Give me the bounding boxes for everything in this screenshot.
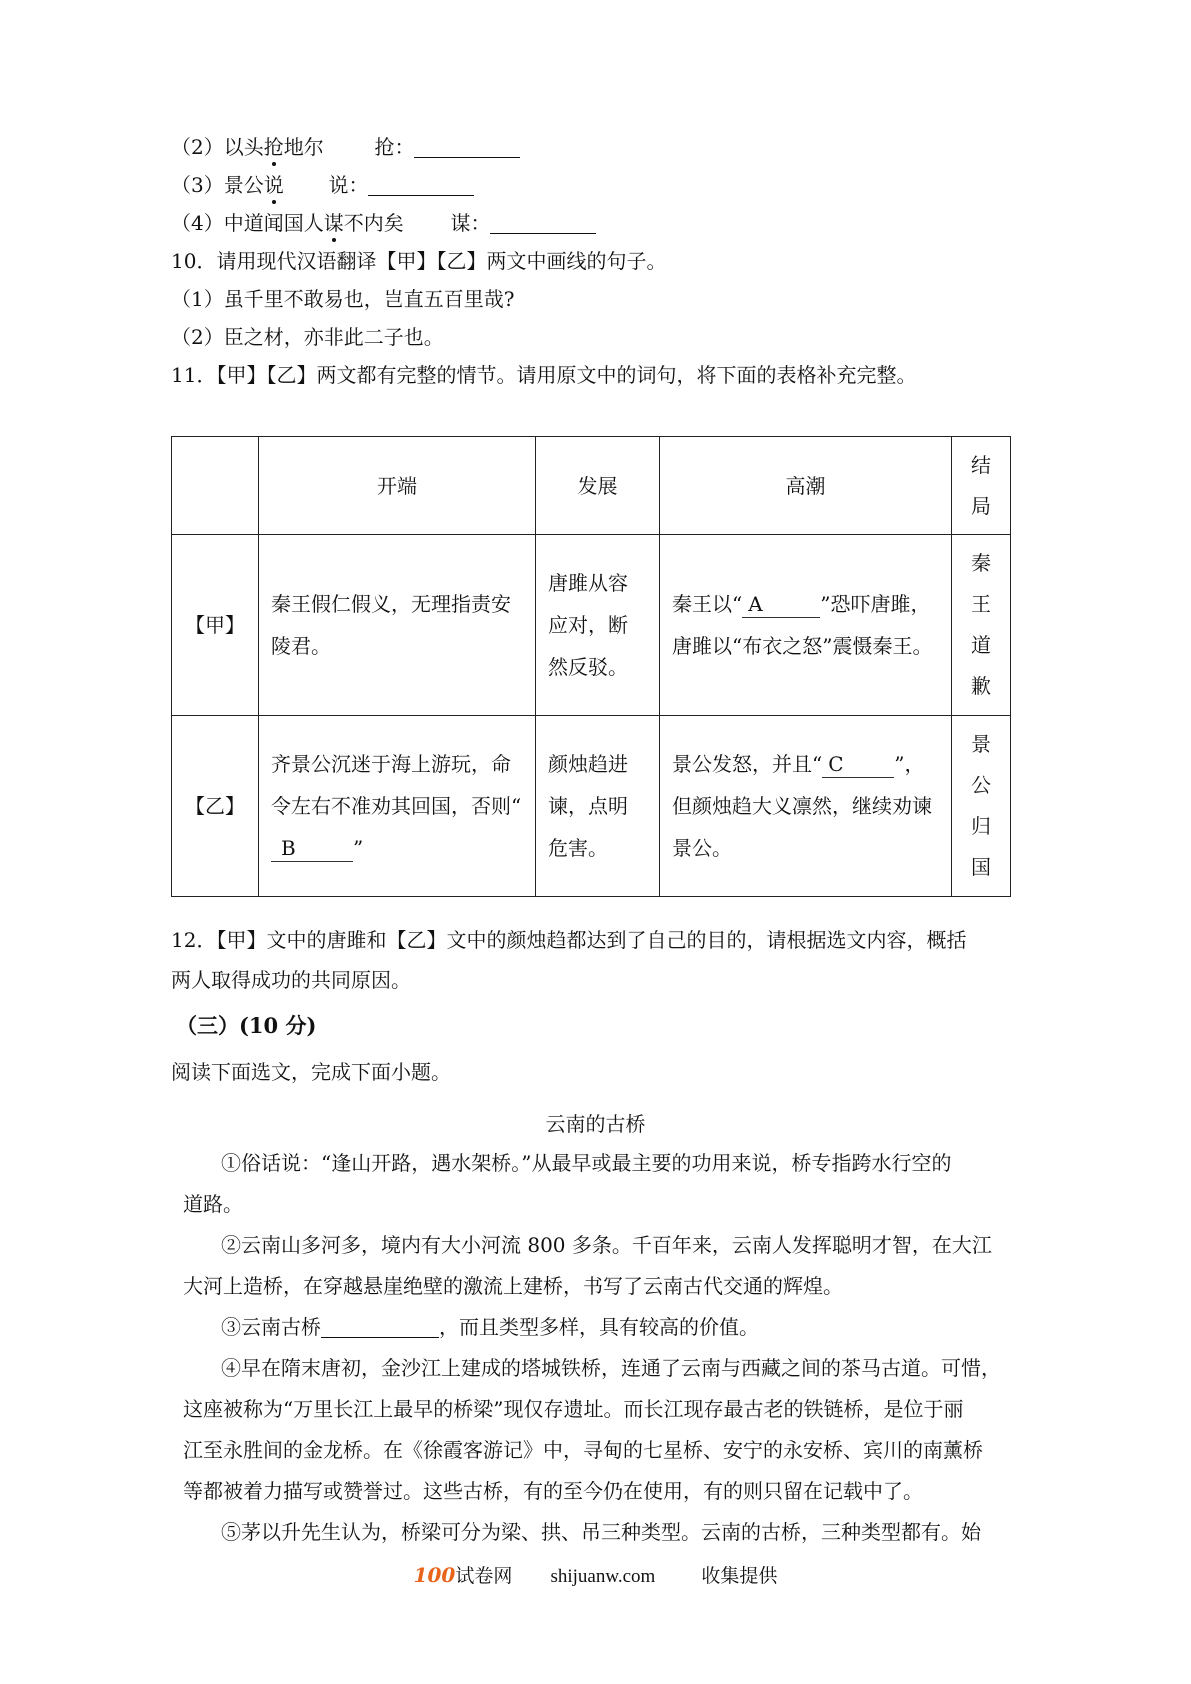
table-row-yi xyxy=(172,716,1011,897)
q9-item-4-rest: 不内矣 xyxy=(343,211,404,235)
paragraph-5-line-1: ⑤茅以升先生认为，桥梁可分为梁、拱、吊三种类型。云南的古桥，三种类型都有。始 xyxy=(221,1520,981,1544)
header-climax: 高潮 xyxy=(660,437,952,535)
q12-line-2: 两人取得成功的共同原因。 xyxy=(171,968,411,992)
yi-climax-post: ”，但颜烛趋大义凛然，继续劝谏景公。 xyxy=(672,752,932,860)
q9-item-4 xyxy=(171,209,596,237)
answer-blank[interactable] xyxy=(321,1315,439,1338)
answer-blank[interactable] xyxy=(368,173,474,196)
q10-sentence-2: （2）臣之材，亦非此二子也。 xyxy=(171,325,444,349)
table-header-row xyxy=(172,437,1011,535)
jia-climax-pre: 秦王以“ xyxy=(672,592,743,616)
answer-blank-a[interactable]: A xyxy=(742,591,820,618)
table-row-jia xyxy=(172,535,1011,716)
paragraph-3-pre: ③云南古桥 xyxy=(221,1315,321,1339)
footer-note: 收集提供 xyxy=(701,1565,778,1587)
q9-item-3-key: 说： xyxy=(328,173,369,197)
table-corner-cell xyxy=(172,437,259,535)
emphasis-char: 抢 xyxy=(263,135,284,159)
q9-item-4-key: 谋： xyxy=(450,211,491,235)
answer-blank[interactable] xyxy=(490,211,596,234)
paragraph-4-line-3: 江至永胜间的金龙桥。在《徐霞客游记》中，寻甸的七星桥、安宁的永安桥、宾川的南薰桥 xyxy=(183,1438,983,1462)
jia-climax-post: ”恐吓唐雎，唐雎以“布衣之怒”震慑秦王。 xyxy=(672,592,933,658)
header-start: 开端 xyxy=(259,437,536,535)
header-develop: 发展 xyxy=(536,437,660,535)
q10-sentence-1: （1）虽千里不敢易也，岂直五百里哉? xyxy=(171,287,515,311)
paragraph-2-line-2: 大河上造桥，在穿越悬崖绝壁的激流上建桥，书写了云南古代交通的辉煌。 xyxy=(183,1274,843,1298)
answer-blank-c[interactable]: C xyxy=(822,751,894,778)
yi-climax-cell xyxy=(660,716,952,897)
yi-start-quote-close: ” xyxy=(353,836,364,860)
q10-stem: 10．请用现代汉语翻译【甲】【乙】两文中画线的句子。 xyxy=(171,249,667,273)
footer-site-link[interactable]: shijuanw.com xyxy=(550,1566,656,1587)
q11-stem: 11．【甲】【乙】两文都有完整的情节。请用原文中的词句，将下面的表格补充完整。 xyxy=(171,363,917,387)
emphasis-char: 说 xyxy=(263,173,284,197)
q9-item-3 xyxy=(171,171,474,199)
header-end-text: 结局 xyxy=(971,452,991,518)
yi-develop-cell: 颜烛趋进谏，点明危害。 xyxy=(536,716,660,897)
paragraph-4-line-1: ④早在隋末唐初，金沙江上建成的塔城铁桥，连通了云南与西藏之间的茶马古道。可惜， xyxy=(221,1356,1001,1380)
paragraph-3 xyxy=(221,1313,759,1341)
paragraph-4-line-4: 等都被着力描写或赞誉过。这些古桥，有的至今仍在使用，有的则只留在记载中了。 xyxy=(183,1479,923,1503)
jia-end-cell xyxy=(952,535,1011,716)
jia-develop-cell: 唐雎从容应对，断然反驳。 xyxy=(536,535,660,716)
q9-item-2-key: 抢： xyxy=(374,135,415,159)
yi-end-text: 景公归国 xyxy=(971,732,991,879)
answer-blank-b[interactable]: B xyxy=(271,835,353,862)
paragraph-3-post: ，而且类型多样，具有较高的价值。 xyxy=(439,1315,759,1339)
footer-brand: 试卷网 xyxy=(455,1565,513,1587)
q9-item-4-label: （4）中道闻国人 xyxy=(171,211,324,235)
q9-item-3-label: （3）景公 xyxy=(171,173,264,197)
q9-item-2-rest: 地尔 xyxy=(283,135,324,159)
jia-start-cell: 秦王假仁假义，无理指责安陵君。 xyxy=(259,535,536,716)
paragraph-2-line-1: ②云南山多河多，境内有大小河流 800 多条。千百年来，云南人发挥聪明才智，在大江 xyxy=(221,1233,992,1257)
emphasis-char: 谋 xyxy=(323,211,344,235)
section-intro: 阅读下面选文，完成下面小题。 xyxy=(171,1060,451,1084)
jia-end-text: 秦王道歉 xyxy=(971,551,991,698)
paragraph-1-line-2: 道路。 xyxy=(183,1192,243,1216)
yi-climax-pre: 景公发怒，并且“ xyxy=(672,752,823,776)
q9-item-2 xyxy=(171,133,520,161)
page-footer xyxy=(0,1561,1191,1588)
answer-blank[interactable] xyxy=(414,135,520,158)
yi-start-cell xyxy=(259,716,536,897)
jia-climax-cell xyxy=(660,535,952,716)
yi-start-pre: 齐景公沉迷于海上游玩，命令左右不准劝其回国，否则 xyxy=(271,752,511,818)
yi-end-cell xyxy=(952,716,1011,897)
header-end xyxy=(952,437,1011,535)
plot-table xyxy=(171,436,1011,897)
article-title: 云南的古桥 xyxy=(545,1112,646,1136)
yi-start-quote-open: “ xyxy=(511,794,522,818)
site-logo: 100 xyxy=(413,1563,456,1587)
paragraph-4-line-2: 这座被称为“万里长江上最早的桥梁”现仅存遗址。而长江现存最古老的铁链桥，是位于丽 xyxy=(183,1397,964,1421)
section-heading: （三）(10 分) xyxy=(176,1013,317,1038)
q12-line-1: 12．【甲】文中的唐雎和【乙】文中的颜烛趋都达到了自己的目的，请根据选文内容，概括 xyxy=(171,928,967,952)
row-label-jia: 【甲】 xyxy=(172,535,259,716)
q9-item-2-label: （2）以头 xyxy=(171,135,264,159)
row-label-yi: 【乙】 xyxy=(172,716,259,897)
paragraph-1-line-1: ①俗话说：“逢山开路，遇水架桥。”从最早或最主要的功用来说，桥专指跨水行空的 xyxy=(221,1151,952,1175)
